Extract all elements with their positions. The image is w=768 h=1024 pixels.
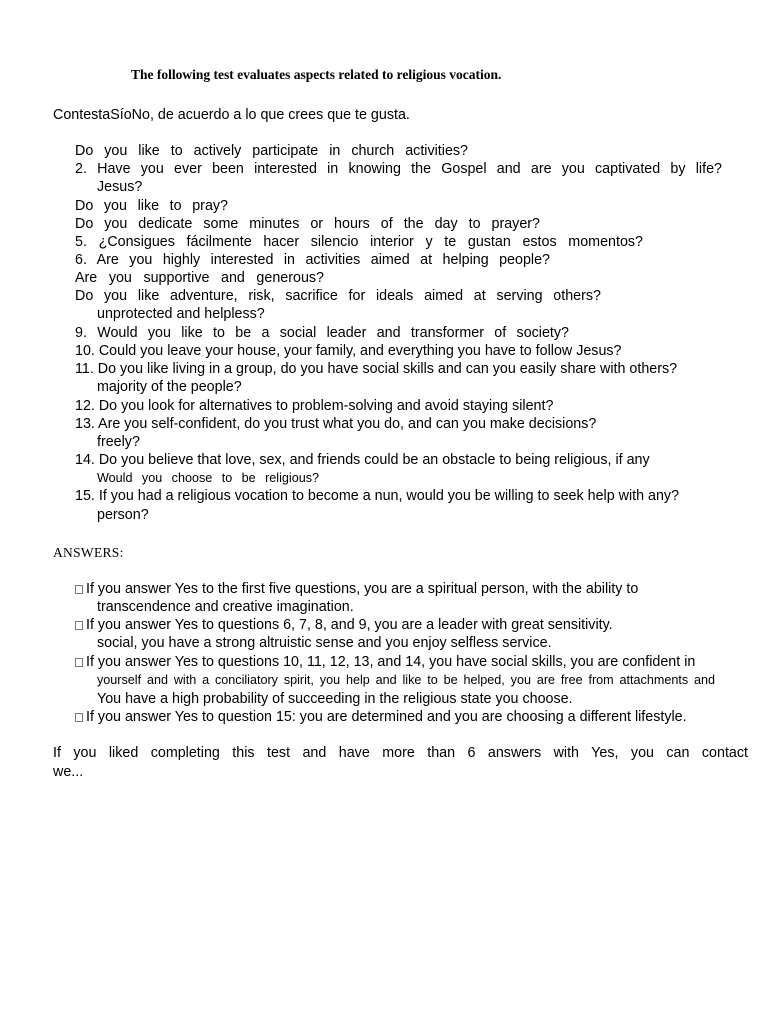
question-line: 2. Have you ever been interested in knowing the Gospel and are you captivated by life?: [75, 161, 722, 177]
checkbox-bullet-icon: [75, 621, 83, 630]
closing-text: we...: [53, 764, 84, 780]
answer-text: If you answer Yes to question 15: you are determined and you are choosing a different lifestyle.: [86, 709, 687, 725]
question-line: 14. Do you believe that love, sex, and friends could be an obstacle to being religious, if any: [75, 452, 650, 468]
question-line: 9. Would you like to be a social leader and transformer of society?: [75, 325, 569, 341]
checkbox-bullet-icon: [75, 658, 83, 667]
answer-text: If you answer Yes to the first five questions, you are a spiritual person, with the ability to: [86, 581, 639, 597]
question-line: Would you choose to be religious?: [97, 471, 319, 485]
question-line: Are you supportive and generous?: [75, 270, 324, 286]
question-line: Do you like to pray?: [75, 198, 228, 214]
question-line: 13. Are you self-confident, do you trust what you do, and can you make decisions?: [75, 416, 597, 432]
question-line: 6. Are you highly interested in activities aimed at helping people?: [75, 252, 550, 268]
question-line: person?: [97, 507, 149, 523]
answer-text: If you answer Yes to questions 10, 11, 12, 13, and 14, you have social skills, you are confident in: [86, 654, 696, 670]
question-line: Jesus?: [97, 179, 143, 195]
answer-line: You have a high probability of succeeding in the religious state you choose.: [97, 691, 573, 707]
answer-item: [75, 580, 638, 598]
answers-heading: ANSWERS:: [53, 545, 124, 560]
answer-item: [75, 616, 613, 634]
checkbox-bullet-icon: [75, 585, 83, 594]
question-line: 15. If you had a religious vocation to become a nun, would you be willing to seek help with any?: [75, 488, 680, 504]
answer-line: transcendence and creative imagination.: [97, 599, 354, 615]
question-line: majority of the people?: [97, 379, 242, 395]
answer-item: [75, 708, 687, 726]
question-line: Do you dedicate some minutes or hours of the day to prayer?: [75, 216, 540, 232]
question-line: 12. Do you look for alternatives to problem-solving and avoid staying silent?: [75, 398, 554, 414]
question-line: unprotected and helpless?: [97, 306, 265, 322]
instruction-text: ContestaSíoNo, de acuerdo a lo que crees que te gusta.: [53, 107, 410, 123]
answer-line: yourself and with a conciliatory spirit, you help and like to be helped, you are free from attachments and: [97, 673, 715, 687]
closing-text: If you liked completing this test and have more than 6 answers with Yes, you can contact: [53, 745, 748, 761]
question-line: freely?: [97, 434, 140, 450]
checkbox-bullet-icon: [75, 713, 83, 722]
document-title: The following test evaluates aspects related to religious vocation.: [131, 67, 502, 82]
question-line: Do you like adventure, risk, sacrifice for ideals aimed at serving others?: [75, 288, 601, 304]
answer-item: [75, 653, 695, 671]
answer-text: If you answer Yes to questions 6, 7, 8, and 9, you are a leader with great sensitivity.: [86, 617, 613, 633]
question-line: 11. Do you like living in a group, do you have social skills and can you easily share with others?: [75, 361, 678, 377]
question-line: Do you like to actively participate in church activities?: [75, 143, 468, 159]
answer-line: social, you have a strong altruistic sense and you enjoy selfless service.: [97, 635, 552, 651]
question-line: 10. Could you leave your house, your family, and everything you have to follow Jesus?: [75, 343, 622, 359]
question-line: 5. ¿Consigues fácilmente hacer silencio interior y te gustan estos momentos?: [75, 234, 643, 250]
